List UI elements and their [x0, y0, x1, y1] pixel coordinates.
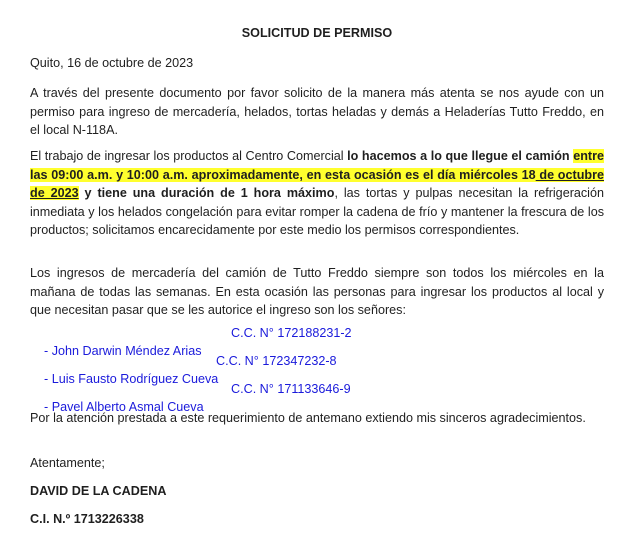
- document-title: SOLICITUD DE PERMISO: [241, 26, 393, 40]
- schedule-time-highlight: entre las 09:00 a.m. y 10:00 a.m.: [30, 149, 604, 182]
- paragraph-thanks: Por la atención prestada a este requerimiento de antemano extiendo mis sinceros agradecimientos.: [30, 411, 586, 425]
- signer-id: C.I. N.º 1713226338: [30, 512, 144, 526]
- paragraph-persons-intro: Los ingresos de mercadería del camión de Tutto Freddo siempre son todos los miércoles en la mañana de todas las semanas. En esta ocasión las personas para ingresar los productos al local y que necesitan pasar que se les autorice el ingreso son los señores:: [30, 266, 604, 317]
- schedule-intro-text: El trabajo de ingresar los productos al Centro Comercial: [30, 149, 348, 163]
- person-name: - Luis Fausto Rodríguez Cueva: [44, 372, 219, 386]
- person-id: C.C. N° 172347232-8: [216, 354, 337, 368]
- person-name: - John Darwin Méndez Arias: [44, 344, 202, 358]
- paragraph-request: A través del presente documento por favor solicito de la manera más atenta se nos ayude con un permiso para ingreso de mercadería, helados, tortas heladas y demás a Heladerías Tutto Freddo, en el local N-118A.: [30, 86, 604, 137]
- person-id: C.C. N° 172188231-2: [231, 326, 352, 340]
- signer-name: DAVID DE LA CADENA: [30, 484, 167, 498]
- schedule-duration-text: y tiene una duración de 1 hora máximo: [78, 186, 335, 200]
- schedule-bold-text: lo hacemos a lo que llegue el camión: [347, 149, 574, 163]
- date-line: Quito, 16 de octubre de 2023: [30, 56, 194, 70]
- closing-text: Atentamente;: [30, 456, 105, 470]
- schedule-day-highlight: aproximadamente, en esta ocasión es el día miércoles 18: [187, 167, 536, 182]
- paragraph-schedule: [30, 147, 604, 240]
- person-id: C.C. N° 171133646-9: [231, 382, 351, 396]
- schedule-date-highlight: de octubre de 2023: [30, 167, 604, 200]
- person-name: - Pavel Alberto Asmal Cueva: [44, 400, 204, 414]
- schedule-rest-text: , las tortas y pulpas necesitan la refrigeración inmediata y los helados congelación para evitar romper la cadena de frío y mantener la frescura de los productos; solicitamos encarecidamente por este medio los permisos correspondientes.: [30, 186, 604, 237]
